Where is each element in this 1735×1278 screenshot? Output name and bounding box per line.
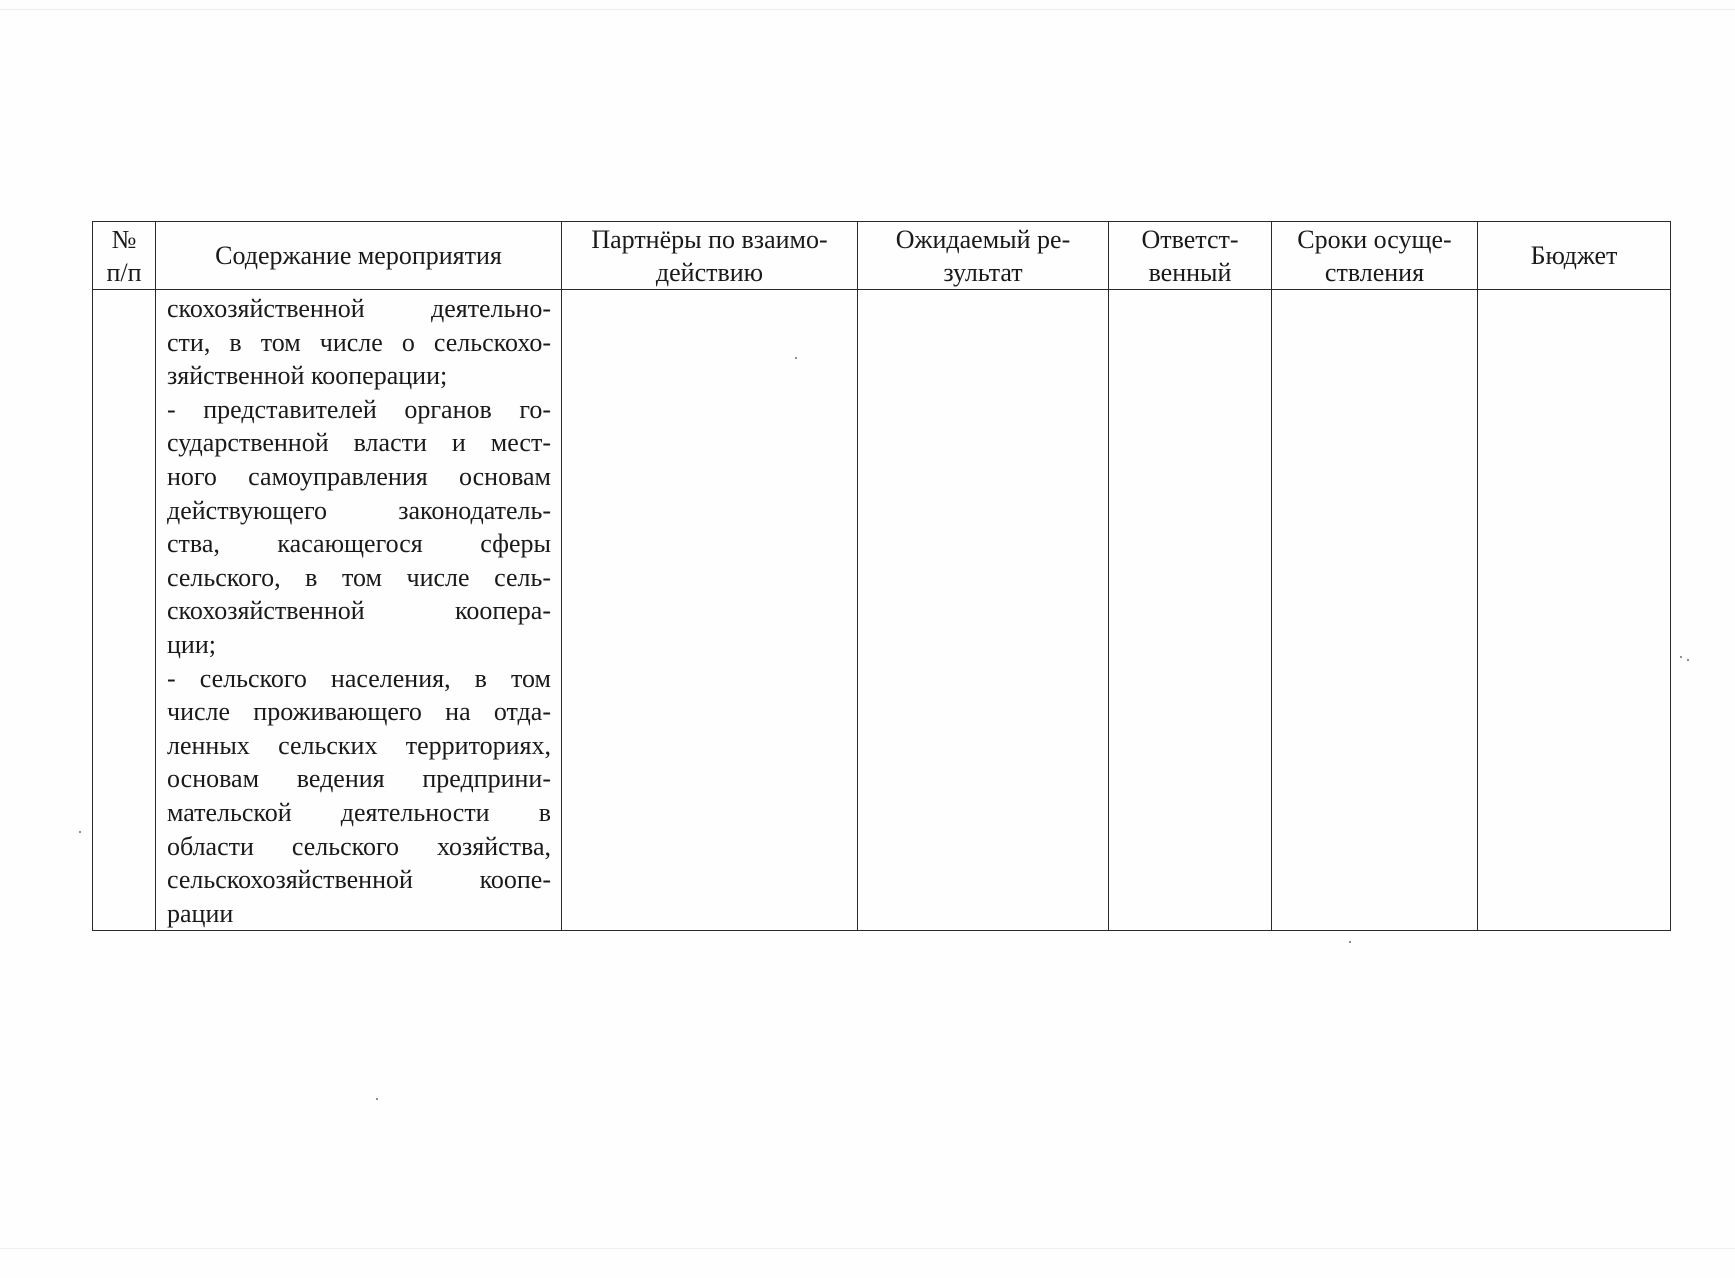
content-line: сти, в том числе о сельскохо- (167, 327, 551, 357)
cell-budget (1478, 290, 1671, 931)
header-number (93, 222, 156, 290)
content-line: сударственной власти и мест- (167, 428, 551, 458)
scan-speck (1680, 656, 1682, 658)
content-line: - представителей органов го- (167, 394, 551, 424)
content-line: скохозяйственной деятельно- (167, 294, 551, 323)
scan-speck (376, 1098, 378, 1100)
header-terms-line-1: Сроки осуще- (1297, 224, 1452, 254)
header-number-line-1: № (111, 224, 137, 254)
header-budget (1478, 222, 1671, 290)
content-line: зяйственной кооперации; (167, 361, 448, 391)
content-line: мательской деятельности в (167, 797, 551, 827)
header-result-line-1: Ожидаемый ре- (895, 224, 1071, 254)
content-line: действующего законодатель- (167, 495, 551, 525)
content-line: ции; (167, 629, 216, 659)
content-line: рации (167, 898, 234, 928)
content-line: области сельского хозяйства, (167, 831, 551, 861)
cell-responsible (1109, 290, 1272, 931)
activities-table (92, 221, 1671, 931)
scan-edge-bottom (0, 1248, 1735, 1249)
scan-speck (1687, 659, 1689, 661)
content-line: сельского, в том числе сель- (167, 562, 551, 592)
header-partners (562, 222, 858, 290)
scan-speck (1349, 941, 1351, 943)
cell-number (93, 290, 156, 931)
header-responsible-line-1: Ответст- (1141, 224, 1239, 254)
content-line: ленных сельских территориях, (167, 730, 551, 760)
content-line: основам ведения предприни- (167, 764, 551, 794)
cell-content (156, 290, 562, 931)
header-terms-line-2: ствления (1324, 257, 1425, 287)
content-line: - сельского населения, в том (167, 663, 551, 693)
content-line: ства, касающегося сферы (167, 529, 551, 559)
header-result (858, 222, 1109, 290)
cell-partners (562, 290, 858, 931)
table-row (93, 290, 1671, 931)
scan-speck (79, 831, 81, 833)
cell-result (858, 290, 1109, 931)
content-line: числе проживающего на отда- (167, 697, 551, 727)
content-line: сельскохозяйственной коопе- (167, 865, 551, 895)
scan-speck (795, 357, 797, 359)
content-line: ного самоуправления основам (167, 461, 551, 491)
header-responsible (1109, 222, 1272, 290)
table-header-row (93, 222, 1671, 290)
header-content (156, 222, 562, 290)
header-result-line-2: зультат (943, 257, 1023, 287)
header-partners-line-1: Партнёры по взаимо- (591, 224, 828, 254)
header-partners-line-2: действию (655, 257, 764, 287)
cell-terms (1272, 290, 1478, 931)
content-line: скохозяйственной коопера- (167, 596, 551, 626)
header-terms (1272, 222, 1478, 290)
header-responsible-line-2: венный (1148, 257, 1232, 287)
content-text (156, 290, 561, 930)
header-budget-line-1: Бюджет (1530, 241, 1618, 270)
header-number-line-2: п/п (106, 257, 142, 287)
header-content-line-1: Содержание мероприятия (215, 241, 502, 270)
scan-edge-top (0, 9, 1735, 10)
